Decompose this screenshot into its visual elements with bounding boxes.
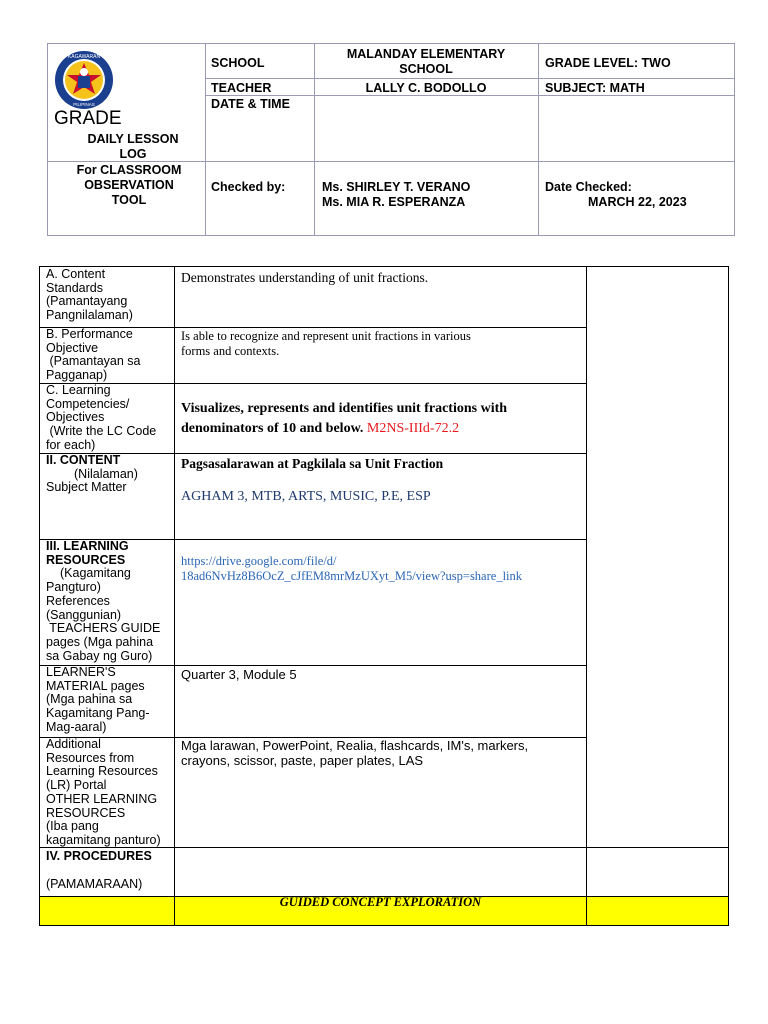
learning-resources-label <box>46 540 160 663</box>
performance-objective-value <box>181 329 471 359</box>
label-line: Pangturo) <box>46 580 101 595</box>
label-line: (Pamantayang <box>46 294 128 309</box>
label-line: A. Content <box>46 267 106 281</box>
guided-concept-exploration: GUIDED CONCEPT EXPLORATION <box>279 895 482 909</box>
label-line: for each) <box>46 437 96 452</box>
label-line: Mag-aaral) <box>46 719 107 734</box>
learners-material-value: Quarter 3, Module 5 <box>181 667 297 682</box>
label-line: Objective <box>46 340 99 355</box>
teacher-label: TEACHER <box>211 81 272 95</box>
grade-level: GRADE LEVEL: TWO <box>545 56 671 70</box>
cot-title-line: For CLASSROOM <box>76 163 182 177</box>
label-line: III. LEARNING <box>46 539 129 553</box>
additional-resources-label <box>46 738 161 848</box>
additional-resources-value <box>181 738 528 768</box>
label-line: Subject Matter <box>46 480 127 495</box>
label-line: LEARNER'S <box>46 665 116 679</box>
school-value <box>316 47 536 77</box>
header-divider <box>205 44 206 235</box>
label-line: (Kagamitang <box>60 566 131 581</box>
learners-material-label <box>46 666 150 735</box>
label-line: Pangnilalaman) <box>46 308 133 323</box>
lc-code: M2NS-IIId-72.2 <box>366 421 460 436</box>
subject: SUBJECT: MATH <box>545 81 645 95</box>
cot-title-line: TOOL <box>111 193 147 207</box>
label-line: (Mga pahina sa <box>46 692 133 707</box>
performance-objective-label <box>46 328 141 383</box>
checker-name: Ms. MIA R. ESPERANZA <box>322 195 466 209</box>
svg-text:KAGAWARAN: KAGAWARAN <box>67 54 101 60</box>
label-line: Resources from <box>46 750 135 765</box>
grade-word: GRADE <box>54 108 122 129</box>
teachers-guide-link[interactable] <box>181 554 522 584</box>
school-value-line: SCHOOL <box>399 62 453 76</box>
label-line: (Sanggunian) <box>46 607 122 622</box>
cot-title-line: OBSERVATION <box>84 178 174 192</box>
label-line: OTHER LEARNING <box>46 791 158 806</box>
checked-by-label: Checked by: <box>211 180 286 194</box>
label-line: Pagganap) <box>46 368 108 383</box>
procedures-label: IV. PROCEDURES <box>46 849 152 863</box>
label-line: RESOURCES <box>46 805 126 820</box>
label-line: pages (Mga pahina <box>46 634 154 649</box>
label-line: C. Learning <box>46 383 111 397</box>
content-standards-label <box>46 268 133 323</box>
header-divider <box>205 78 734 79</box>
value-line: Visualizes, represents and identifies unit fractions with <box>181 401 508 416</box>
value-line: Is able to recognize and represent unit fractions in various <box>181 329 471 343</box>
label-line: References <box>46 593 110 608</box>
value-line <box>181 419 507 439</box>
label-line: Objectives <box>46 410 105 425</box>
competencies-label <box>46 384 156 453</box>
content-title: Pagsasalarawan at Pagkilala sa Unit Fraction <box>181 456 444 471</box>
label-line: Learning Resources <box>46 764 158 779</box>
label-line: (Write the LC Code <box>46 424 157 439</box>
content-standards-value: Demonstrates understanding of unit fractions. <box>181 270 429 285</box>
teacher-value: LALLY C. BODOLLO <box>365 81 487 95</box>
content-label <box>46 454 138 495</box>
competencies-value <box>181 399 507 439</box>
table-divider <box>174 267 175 925</box>
header-divider <box>314 44 315 235</box>
value-line: Mga larawan, PowerPoint, Realia, flashcards, IM's, markers, <box>181 738 529 753</box>
label-line: kagamitang panturo) <box>46 832 161 847</box>
header-divider <box>538 44 539 235</box>
label-line: (Pamantayan sa <box>46 354 141 369</box>
daily-lesson-log-title <box>68 132 198 162</box>
value-line: crayons, scissor, paste, paper plates, LAS <box>181 753 424 768</box>
date-checked-label: Date Checked: <box>545 180 632 194</box>
log-title-line: DAILY LESSON <box>87 132 179 146</box>
procedures-sublabel: (PAMAMARAAN) <box>46 877 143 891</box>
label-line: Standards <box>46 280 103 295</box>
label-line: sa Gabay ng Guro) <box>46 648 153 663</box>
school-value-line: MALANDAY ELEMENTARY <box>346 47 506 61</box>
label-line: RESOURCES <box>46 552 126 567</box>
date-checked-value: MARCH 22, 2023 <box>588 195 687 209</box>
deped-seal-icon <box>54 50 114 110</box>
table-divider <box>586 267 587 925</box>
lesson-table <box>39 266 729 926</box>
label-line: (Nilalaman) <box>74 466 138 481</box>
link-line[interactable]: 18ad6NvHz8B6OcZ_cJfEM8mrMzUXyt_M5/view?usp=share_link <box>181 569 523 583</box>
label-line: Additional <box>46 737 101 751</box>
checker-name: Ms. SHIRLEY T. VERANO <box>322 180 471 194</box>
label-line: Kagamitang Pang- <box>46 706 150 721</box>
link-line[interactable]: https://drive.google.com/file/d/ <box>181 554 337 568</box>
label-line: MATERIAL pages <box>46 678 145 693</box>
label-line: TEACHERS GUIDE <box>46 621 161 636</box>
checkers <box>322 180 470 210</box>
datetime-label: DATE & TIME <box>211 97 290 111</box>
label-line: II. CONTENT <box>46 453 121 467</box>
value-line: forms and contexts. <box>181 344 280 358</box>
integration-subjects: AGHAM 3, MTB, ARTS, MUSIC, P.E, ESP <box>181 489 431 504</box>
label-line: Competencies/ <box>46 396 130 411</box>
cot-title <box>54 163 204 208</box>
label-line: B. Performance <box>46 327 133 341</box>
svg-text:PILIPINAS: PILIPINAS <box>73 102 95 107</box>
school-label: SCHOOL <box>211 56 265 70</box>
label-line: (LR) Portal <box>46 778 107 793</box>
log-title-line: LOG <box>119 147 147 161</box>
label-line: (Iba pang <box>46 819 99 834</box>
header-table <box>47 43 735 236</box>
value-text: denominators of 10 and below. <box>181 421 364 436</box>
